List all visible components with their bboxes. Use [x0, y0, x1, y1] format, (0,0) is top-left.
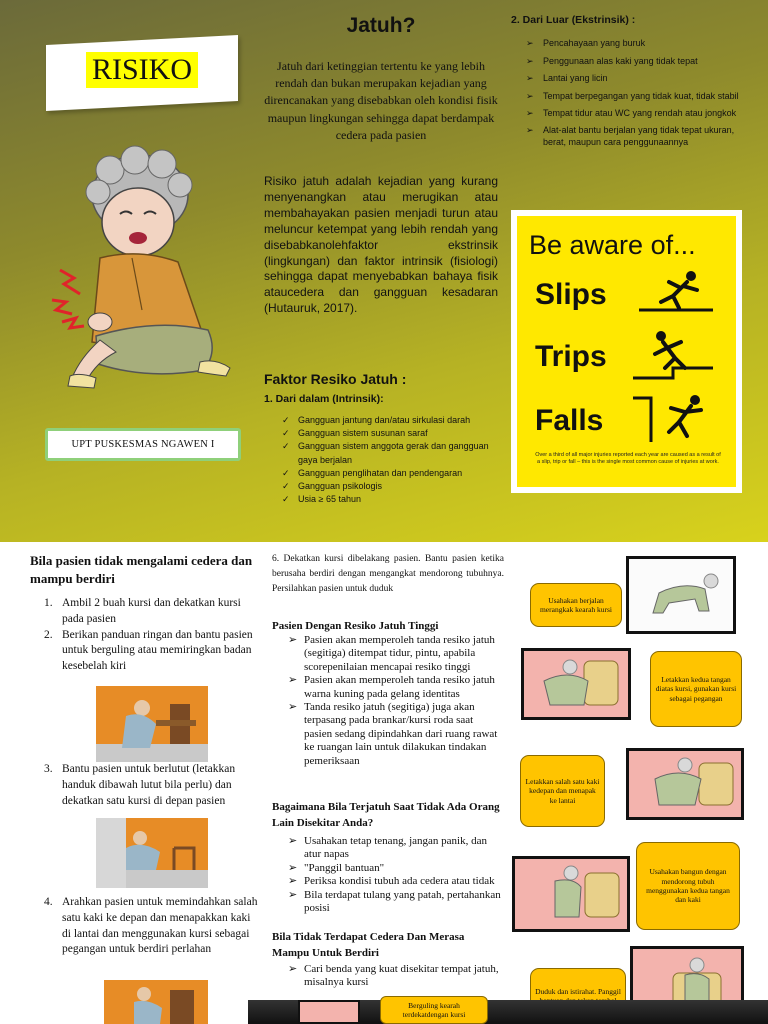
callout-4: Usahakan bangun dengan mendorong tubuh menggunakan kedua tangan dan kaki — [636, 842, 740, 930]
ekstrinsik-title: 2. Dari Luar (Ekstrinsik) : — [511, 14, 636, 26]
list-item: ➢ Alat-alat bantu berjalan yang tidak tepat ukuran, berat, maupun cara penggunaannya — [526, 124, 735, 147]
steps-list-1 — [30, 596, 262, 675]
callout-3: Letakkan salah satu kaki kedepan dan menapak ke lantai — [520, 755, 605, 827]
sendiri-list — [288, 835, 502, 915]
list-item: ➢ Cari benda yang kuat disekitar tempat jatuh, misalnya kursi — [288, 963, 499, 989]
fall-figure-icon — [629, 392, 719, 450]
arrow-bullet-icon: ➢ — [288, 634, 298, 646]
arrow-bullet-icon: ➢ — [526, 73, 534, 83]
arrow-bullet-icon: ➢ — [288, 888, 298, 901]
checkmark-icon: ✓ — [282, 467, 290, 478]
list-item: ➢ Lantai yang licin — [526, 71, 744, 87]
upt-puskesmas-label: UPT PUSKESMAS NGAWEN I — [45, 428, 241, 461]
mampu-title: Bila Tidak Terdapat Cedera Dan Merasa Mampu Untuk Berdiri — [272, 931, 465, 959]
slip-figure-icon — [635, 268, 715, 318]
checkmark-icon: ✓ — [282, 481, 290, 492]
arrow-bullet-icon: ➢ — [526, 38, 534, 48]
checkmark-icon: ✓ — [282, 415, 290, 425]
bottom-heading: Bila pasien tidak mengalami cedera dan mampu berdiri — [30, 553, 253, 586]
ekstrinsik-list — [526, 36, 744, 151]
intrinsik-list — [282, 414, 498, 506]
list-item: ✓ Gangguan sistem susunan saraf — [282, 427, 498, 440]
list-item: ✓ Gangguan psikologis — [282, 480, 498, 493]
list-item: ➢ Tempat berpegangan yang tidak kuat, tidak stabil — [526, 89, 744, 105]
steps-list-2 — [30, 762, 262, 809]
description-paragraph: Risiko jatuh adalah kejadian yang kurang menyenangkan atau merugikan atau membahayakan pasien menjadi turun atau meluncur ketempat yang lebih rendah yang disebabkanolehfaktor ekstrinsik (lingkungan) dan faktor intrinsik (fisiologi) sehingga dapat menyebabkan bahaya fisik ataucedera dan gangguan kesadaran (Hutauruk, 2017). — [264, 174, 498, 316]
elderly-woman-falling-illustration — [40, 140, 240, 390]
photo-crawl — [626, 556, 736, 634]
list-item: ➢ Pasien akan memperoleh tanda resiko jatuh warna kuning pada gelang identitas — [288, 674, 495, 700]
list-item: ✓ Usia ≥ 65 tahun — [282, 493, 498, 506]
list-item: ➢ Tanda resiko jatuh (segitiga) juga akan terpasang pada brankar/kursi roda saat pasien sedang dipindahkan dari ruang rawat ke ruangan lain untuk dilakukan tindakan pemeriksaan — [288, 701, 498, 767]
steps-list-3 — [30, 895, 262, 958]
trip-figure-icon — [631, 328, 717, 384]
mampu-list — [288, 963, 502, 990]
poster-word-slips: Slips — [535, 278, 607, 311]
list-item: ➢ Penggunaan alas kaki yang tidak tepat — [526, 54, 744, 70]
list-item: ➢ Tempat tidur atau WC yang rendah atau jongkok — [526, 106, 744, 122]
photo-step-4 — [104, 980, 208, 1024]
sendiri-title: Bagaimana Bila Terjatuh Saat Tidak Ada Orang Lain Disekitar Anda? — [272, 801, 500, 829]
callout-2: Letakkan kedua tangan diatas kursi, gunakan kursi sebagai pegangan — [650, 651, 742, 727]
step-6-text: 6. Dekatkan kursi dibelakang pasien. Bantu pasien ketika berusaha berdiri dengan mengangkat mendorong tubuhnya. Persilahkan pasien untuk duduk — [272, 554, 504, 595]
photo-stand-up — [512, 856, 630, 932]
intrinsik-title: 1. Dari dalam (Intrinsik): — [264, 393, 384, 405]
list-item: 2. Berikan panduan ringan dan bantu pasien untuk berguling atau memiringkan badan kesebelah kiri — [44, 628, 253, 673]
safety-poster — [511, 210, 742, 493]
arrow-bullet-icon: ➢ — [288, 835, 298, 847]
poster-word-falls: Falls — [535, 404, 604, 437]
list-item: ➢ Usahakan tetap tenang, jangan panik, dan atur napas — [288, 835, 487, 861]
arrow-bullet-icon: ➢ — [288, 875, 298, 888]
poster-board — [517, 216, 736, 487]
checkmark-icon: ✓ — [282, 494, 290, 505]
arrow-bullet-icon: ➢ — [288, 674, 298, 687]
list-item: 3. Bantu pasien untuk berlutut (letakkan handuk dibawah lutut bila perlu) dan dekatkan satu kursi di depan pasien — [44, 763, 236, 807]
arrow-bullet-icon: ➢ — [526, 124, 534, 135]
poster-footnote: Over a third of all major injuries reported each year are caused as a result of a slip, trip or fall – this is the single most common cause of injuries at work. — [535, 452, 721, 465]
photo-step-1 — [96, 686, 208, 762]
list-item: ➢ Periksa kondisi tubuh ada cedera atau tidak — [288, 875, 495, 888]
page-title: Jatuh? — [346, 14, 416, 37]
list-item: ✓ Gangguan sistem anggota gerak dan gangguan gaya berjalan — [282, 441, 489, 465]
callout-6: Berguling kearah terdekatdengan kursi — [380, 996, 488, 1024]
photo-roll — [298, 1000, 360, 1024]
checkmark-icon: ✓ — [282, 441, 290, 452]
arrow-bullet-icon: ➢ — [288, 861, 298, 874]
list-item: ➢ Pasien akan memperoleh tanda resiko jatuh (segitiga) ditempat tidur, pintu, apabila scorepenilaian mencapai resiko tinggi — [288, 634, 495, 673]
arrow-bullet-icon: ➢ — [526, 90, 534, 101]
checkmark-icon: ✓ — [282, 428, 290, 439]
tinggi-title: Pasien Dengan Resiko Jatuh Tinggi — [272, 620, 439, 632]
list-item: 4. Arahkan pasien untuk memindahkan salah satu kaki ke depan dan menapakkan kaki di lantai dan menggunakan kursi sebagai pegangan untuk berdiri perlahan — [44, 896, 258, 956]
arrow-bullet-icon: ➢ — [526, 108, 534, 118]
arrow-bullet-icon: ➢ — [288, 701, 298, 714]
poster-heading: Be aware of... — [529, 230, 696, 260]
arrow-bullet-icon: ➢ — [288, 963, 298, 975]
callout-1: Usahakan berjalan merangkak kearah kursi — [530, 583, 622, 627]
intro-paragraph: Jatuh dari ketinggian tertentu ke yang lebih rendah dan bukan merupakan kejadian yang direncanakan yang disebabkan oleh kondisi fisik maupun lingkungan sehingga dapat berdampak cedera pada pasien — [264, 59, 498, 142]
photo-step-forward — [626, 748, 744, 820]
risiko-title: RISIKO — [86, 52, 198, 88]
list-item: 1. Ambil 2 buah kursi dan dekatkan kursi pada pasien — [44, 597, 241, 625]
list-item: ✓ Gangguan jantung dan/atau sirkulasi darah — [282, 414, 498, 427]
tinggi-list — [288, 634, 502, 768]
photo-step-3 — [96, 818, 208, 888]
list-item: ✓ Gangguan penglihatan dan pendengaran — [282, 467, 498, 480]
arrow-bullet-icon: ➢ — [526, 55, 534, 66]
callout-5: Duduk dan istirahat. Panggil — [530, 968, 626, 1024]
list-item: ➢ Bila terdapat tulang yang patah, pertahankan posisi — [288, 888, 501, 915]
poster-word-trips: Trips — [535, 340, 607, 373]
photo-hands-on-chair — [521, 648, 631, 720]
list-item: ➢ Pencahayaan yang buruk — [526, 36, 744, 52]
list-item: ➢ "Panggil bantuan" — [288, 861, 385, 874]
faktor-title: Faktor Resiko Jatuh : — [264, 371, 407, 387]
